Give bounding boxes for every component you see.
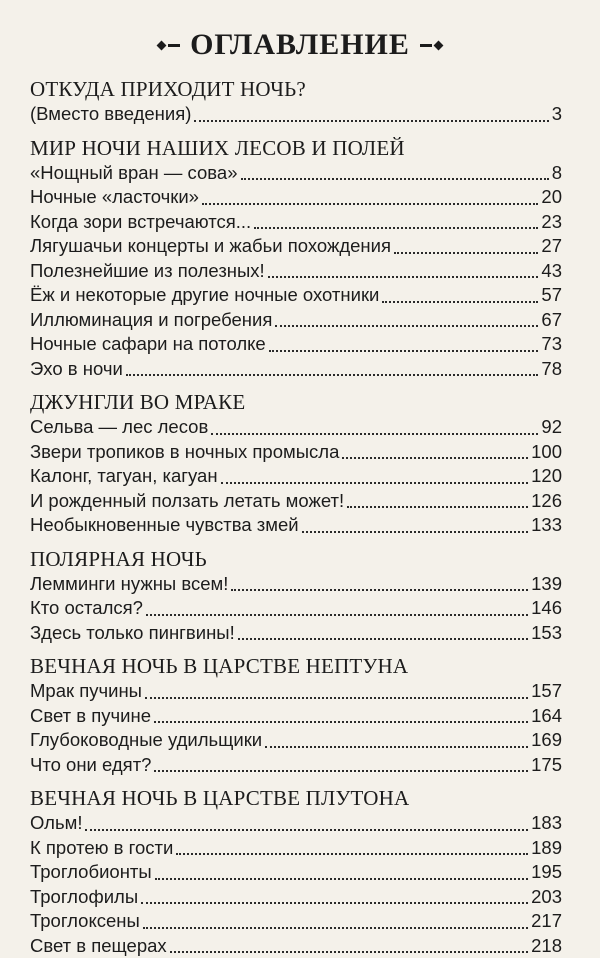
toc-entry [30,102,562,127]
entry-title: Троглоксены [30,909,140,934]
section-heading: ПОЛЯРНАЯ НОЧЬ [30,546,562,572]
toc-entry [30,885,562,910]
dot-leader [146,613,528,616]
toc-entry [30,753,562,778]
entry-page-number: 57 [541,283,562,308]
table-of-contents [30,76,562,958]
entry-page-number: 8 [552,161,562,186]
toc-entry [30,572,562,597]
toc-entry [30,415,562,440]
entry-page-number: 153 [531,621,562,646]
toc-section [30,389,562,538]
entry-page-number: 100 [531,440,562,465]
dot-leader [268,275,539,278]
entry-page-number: 203 [531,885,562,910]
dot-leader [269,349,539,352]
entry-title: Кто остался? [30,596,143,621]
dot-leader [254,226,538,229]
entry-page-number: 218 [531,934,562,958]
entry-page-number: 139 [531,572,562,597]
toc-section [30,653,562,777]
entry-title: Лемминги нужны всем! [30,572,228,597]
toc-entry [30,513,562,538]
dot-leader [238,637,528,640]
dot-leader [141,901,528,904]
entry-title: Ночные «ласточки» [30,185,199,210]
dot-leader [202,202,538,205]
toc-entry [30,440,562,465]
entry-title: Ёж и некоторые другие ночные охотники [30,283,379,308]
dot-leader [382,300,538,303]
section-heading: ОТКУДА ПРИХОДИТ НОЧЬ? [30,76,562,102]
entry-title: Иллюминация и погребения [30,308,272,333]
entry-title: Троглофилы [30,885,138,910]
entry-page-number: 189 [531,836,562,861]
entry-title: Мрак пучины [30,679,142,704]
toc-section [30,785,562,958]
entry-page-number: 78 [541,357,562,382]
toc-section [30,546,562,646]
toc-entry [30,283,562,308]
toc-entry [30,357,562,382]
entry-page-number: 3 [552,102,562,127]
entry-title: Глубоководные удильщики [30,728,262,753]
dot-leader [275,324,538,327]
entry-title: (Вместо введения) [30,102,191,127]
toc-entry [30,332,562,357]
toc-entry [30,210,562,235]
toc-entry [30,909,562,934]
toc-entry [30,308,562,333]
dot-leader [176,852,528,855]
entry-page-number: 23 [541,210,562,235]
entry-title: Свет в пучине [30,704,151,729]
entry-page-number: 175 [531,753,562,778]
dot-leader [394,251,538,254]
dot-leader [221,481,529,484]
dot-leader [241,177,549,180]
toc-entry [30,489,562,514]
entry-title: Свет в пещерах [30,934,167,958]
section-heading: ВЕЧНАЯ НОЧЬ В ЦАРСТВЕ ПЛУТОНА [30,785,562,811]
toc-entry [30,464,562,489]
entry-title: Ольм! [30,811,82,836]
toc-entry [30,596,562,621]
entry-page-number: 195 [531,860,562,885]
toc-entry [30,860,562,885]
entry-title: Лягушачьи концерты и жабьи похождения [30,234,391,259]
toc-entry [30,234,562,259]
dot-leader [231,588,528,591]
section-heading: ДЖУНГЛИ ВО МРАКЕ [30,389,562,415]
toc-entry [30,728,562,753]
entry-page-number: 92 [541,415,562,440]
toc-entry [30,836,562,861]
dot-leader [126,373,539,376]
entry-title: Здесь только пингвины! [30,621,235,646]
entry-page-number: 126 [531,489,562,514]
entry-title: Эхо в ночи [30,357,123,382]
entry-page-number: 20 [541,185,562,210]
entry-page-number: 217 [531,909,562,934]
page-title: ОГЛАВЛЕНИЕ [190,28,410,62]
toc-section [30,76,562,127]
dot-leader [194,119,548,122]
entry-page-number: 120 [531,464,562,489]
dot-leader [155,877,528,880]
entry-title: Что они едят? [30,753,151,778]
entry-title: Троглобионты [30,860,152,885]
dot-leader [143,926,528,929]
dot-leader [211,432,538,435]
entry-page-number: 157 [531,679,562,704]
toc-entry [30,934,562,958]
dot-leader [85,828,528,831]
entry-page-number: 43 [541,259,562,284]
entry-title: Когда зори встречаются... [30,210,251,235]
entry-title: «Нощный вран — сова» [30,161,238,186]
toc-entry [30,259,562,284]
entry-title: К протею в гости [30,836,173,861]
entry-page-number: 183 [531,811,562,836]
entry-title: Сельва — лес лесов [30,415,208,440]
entry-page-number: 133 [531,513,562,538]
dot-leader [302,530,529,533]
section-heading: ВЕЧНАЯ НОЧЬ В ЦАРСТВЕ НЕПТУНА [30,653,562,679]
dot-leader [154,769,528,772]
dot-leader [154,720,528,723]
dot-leader [265,745,528,748]
entry-title: И рожденный ползать летать может! [30,489,344,514]
entry-page-number: 169 [531,728,562,753]
entry-title: Необыкновенные чувства змей [30,513,299,538]
section-heading: МИР НОЧИ НАШИХ ЛЕСОВ И ПОЛЕЙ [30,135,562,161]
right-ornament-icon [420,42,445,49]
dot-leader [342,456,528,459]
entry-page-number: 73 [541,332,562,357]
toc-entry [30,621,562,646]
entry-title: Звери тропиков в ночных промысла [30,440,339,465]
entry-title: Полезнейшие из полезных! [30,259,265,284]
left-ornament-icon [155,42,180,49]
dot-leader [170,950,528,953]
entry-page-number: 164 [531,704,562,729]
dot-leader [347,505,528,508]
toc-entry [30,161,562,186]
entry-title: Калонг, тагуан, кагуан [30,464,218,489]
title-row [38,28,562,62]
toc-entry [30,811,562,836]
entry-page-number: 67 [541,308,562,333]
toc-entry [30,704,562,729]
entry-page-number: 27 [541,234,562,259]
entry-page-number: 146 [531,596,562,621]
toc-section [30,135,562,382]
dot-leader [145,696,528,699]
toc-entry [30,679,562,704]
toc-entry [30,185,562,210]
entry-title: Ночные сафари на потолке [30,332,266,357]
